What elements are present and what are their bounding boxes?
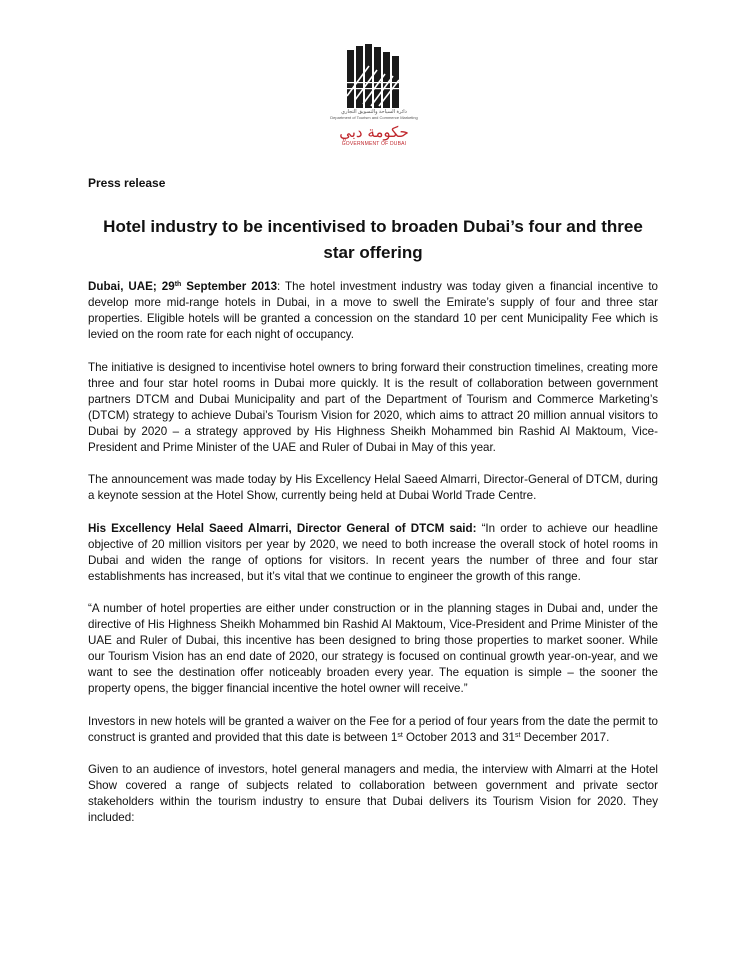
dtcm-logo-icon	[345, 44, 403, 108]
paragraph-7: Given to an audience of investors, hotel general managers and media, the interview with Almarri at the Hotel Show covered a range of subjects related to collaboration between government and private sector stakeholders within the tourism industry to ensure that Dubai delivers its Tourism Vision for 2020. They included:	[88, 763, 658, 824]
dateline: Dubai, UAE; 29th September 2013	[88, 280, 278, 293]
logo-arabic-gov: حكومة دبي	[339, 123, 409, 141]
headline: Hotel industry to be incentivised to broaden Dubai’s four and three star offering	[103, 217, 643, 262]
article-body	[88, 279, 658, 843]
quote-attribution: His Excellency Helal Saeed Almarri, Director General of DTCM said:	[88, 521, 477, 535]
paragraph-2: The initiative is designed to incentivise hotel owners to bring forward their construction timelines, creating more three and four star hotel rooms in Dubai more quickly. It is the result of collaboration between government partners DTCM and Dubai Municipality and part of the Department of Tourism and Commerce Marketing’s (DTCM) strategy to achieve Dubai’s Tourism Vision for 2020, which aims to attract 20 million annual visitors to Dubai by 2020 – a strategy approved by His Highness Sheikh Mohammed bin Rashid Al Maktoum, Vice-President and Prime Minister of the UAE and Ruler of Dubai in May of this year.	[88, 360, 658, 454]
logo-english-gov: GOVERNMENT OF DUBAI	[341, 141, 407, 147]
paragraph-5: “A number of hotel properties are either under construction or in the planning stages in Dubai and, under the directive of His Highness Sheikh Mohammed bin Rashid Al Maktoum, Vice-President and Prime Minister of the UAE and Ruler of Dubai, this incentive has been designed to bring those properties to market sooner. While our Tourism Vision has an end date of 2020, our strategy is focused on continual growth year-on-year, and we want to see the destination offer noticeably broaden every year. The equation is simple – the sooner the property opens, the bigger financial incentive the hotel owner will receive.”	[88, 602, 658, 695]
press-release-label: Press release	[88, 176, 166, 190]
paragraph-4: His Excellency Helal Saeed Almarri, Director General of DTCM said: “In order to achieve our headline objective of 20 million visitors per year by 2020, we need to both increase the overall stock of hotel rooms in Dubai and widen the range of options for visitors. In recent years the number of three and four star establishments has increased, but it’s vital that we continue to engineer the growth of this range.	[88, 521, 658, 583]
paragraph-3: The announcement was made today by His Excellency Helal Saeed Almarri, Director-General of DTCM, during a keynote session at the Hotel Show, currently being held at Dubai World Trade Centre.	[88, 473, 658, 502]
paragraph-1: Dubai, UAE; 29th September 2013: The hotel investment industry was today given a financial incentive to develop more mid-range hotels in Dubai, in a move to swell the Emirate’s supply of four and three star properties. Eligible hotels will be granted a concession on the standard 10 per cent Municipality Fee which is levied on the room rate for each night of occupancy.	[88, 280, 659, 341]
dtcm-logo	[318, 44, 430, 164]
paragraph-6: Investors in new hotels will be granted a waiver on the Fee for a period of four years from the date the permit to construct is granted and provided that this date is between 1st October 2013 and 31st December 2017.	[88, 714, 658, 744]
logo-english-dept: Department of Tourism and Commerce Marketing	[330, 115, 418, 120]
logo-arabic-dept: دائرة السياحة والتسويق التجاري	[341, 109, 407, 115]
